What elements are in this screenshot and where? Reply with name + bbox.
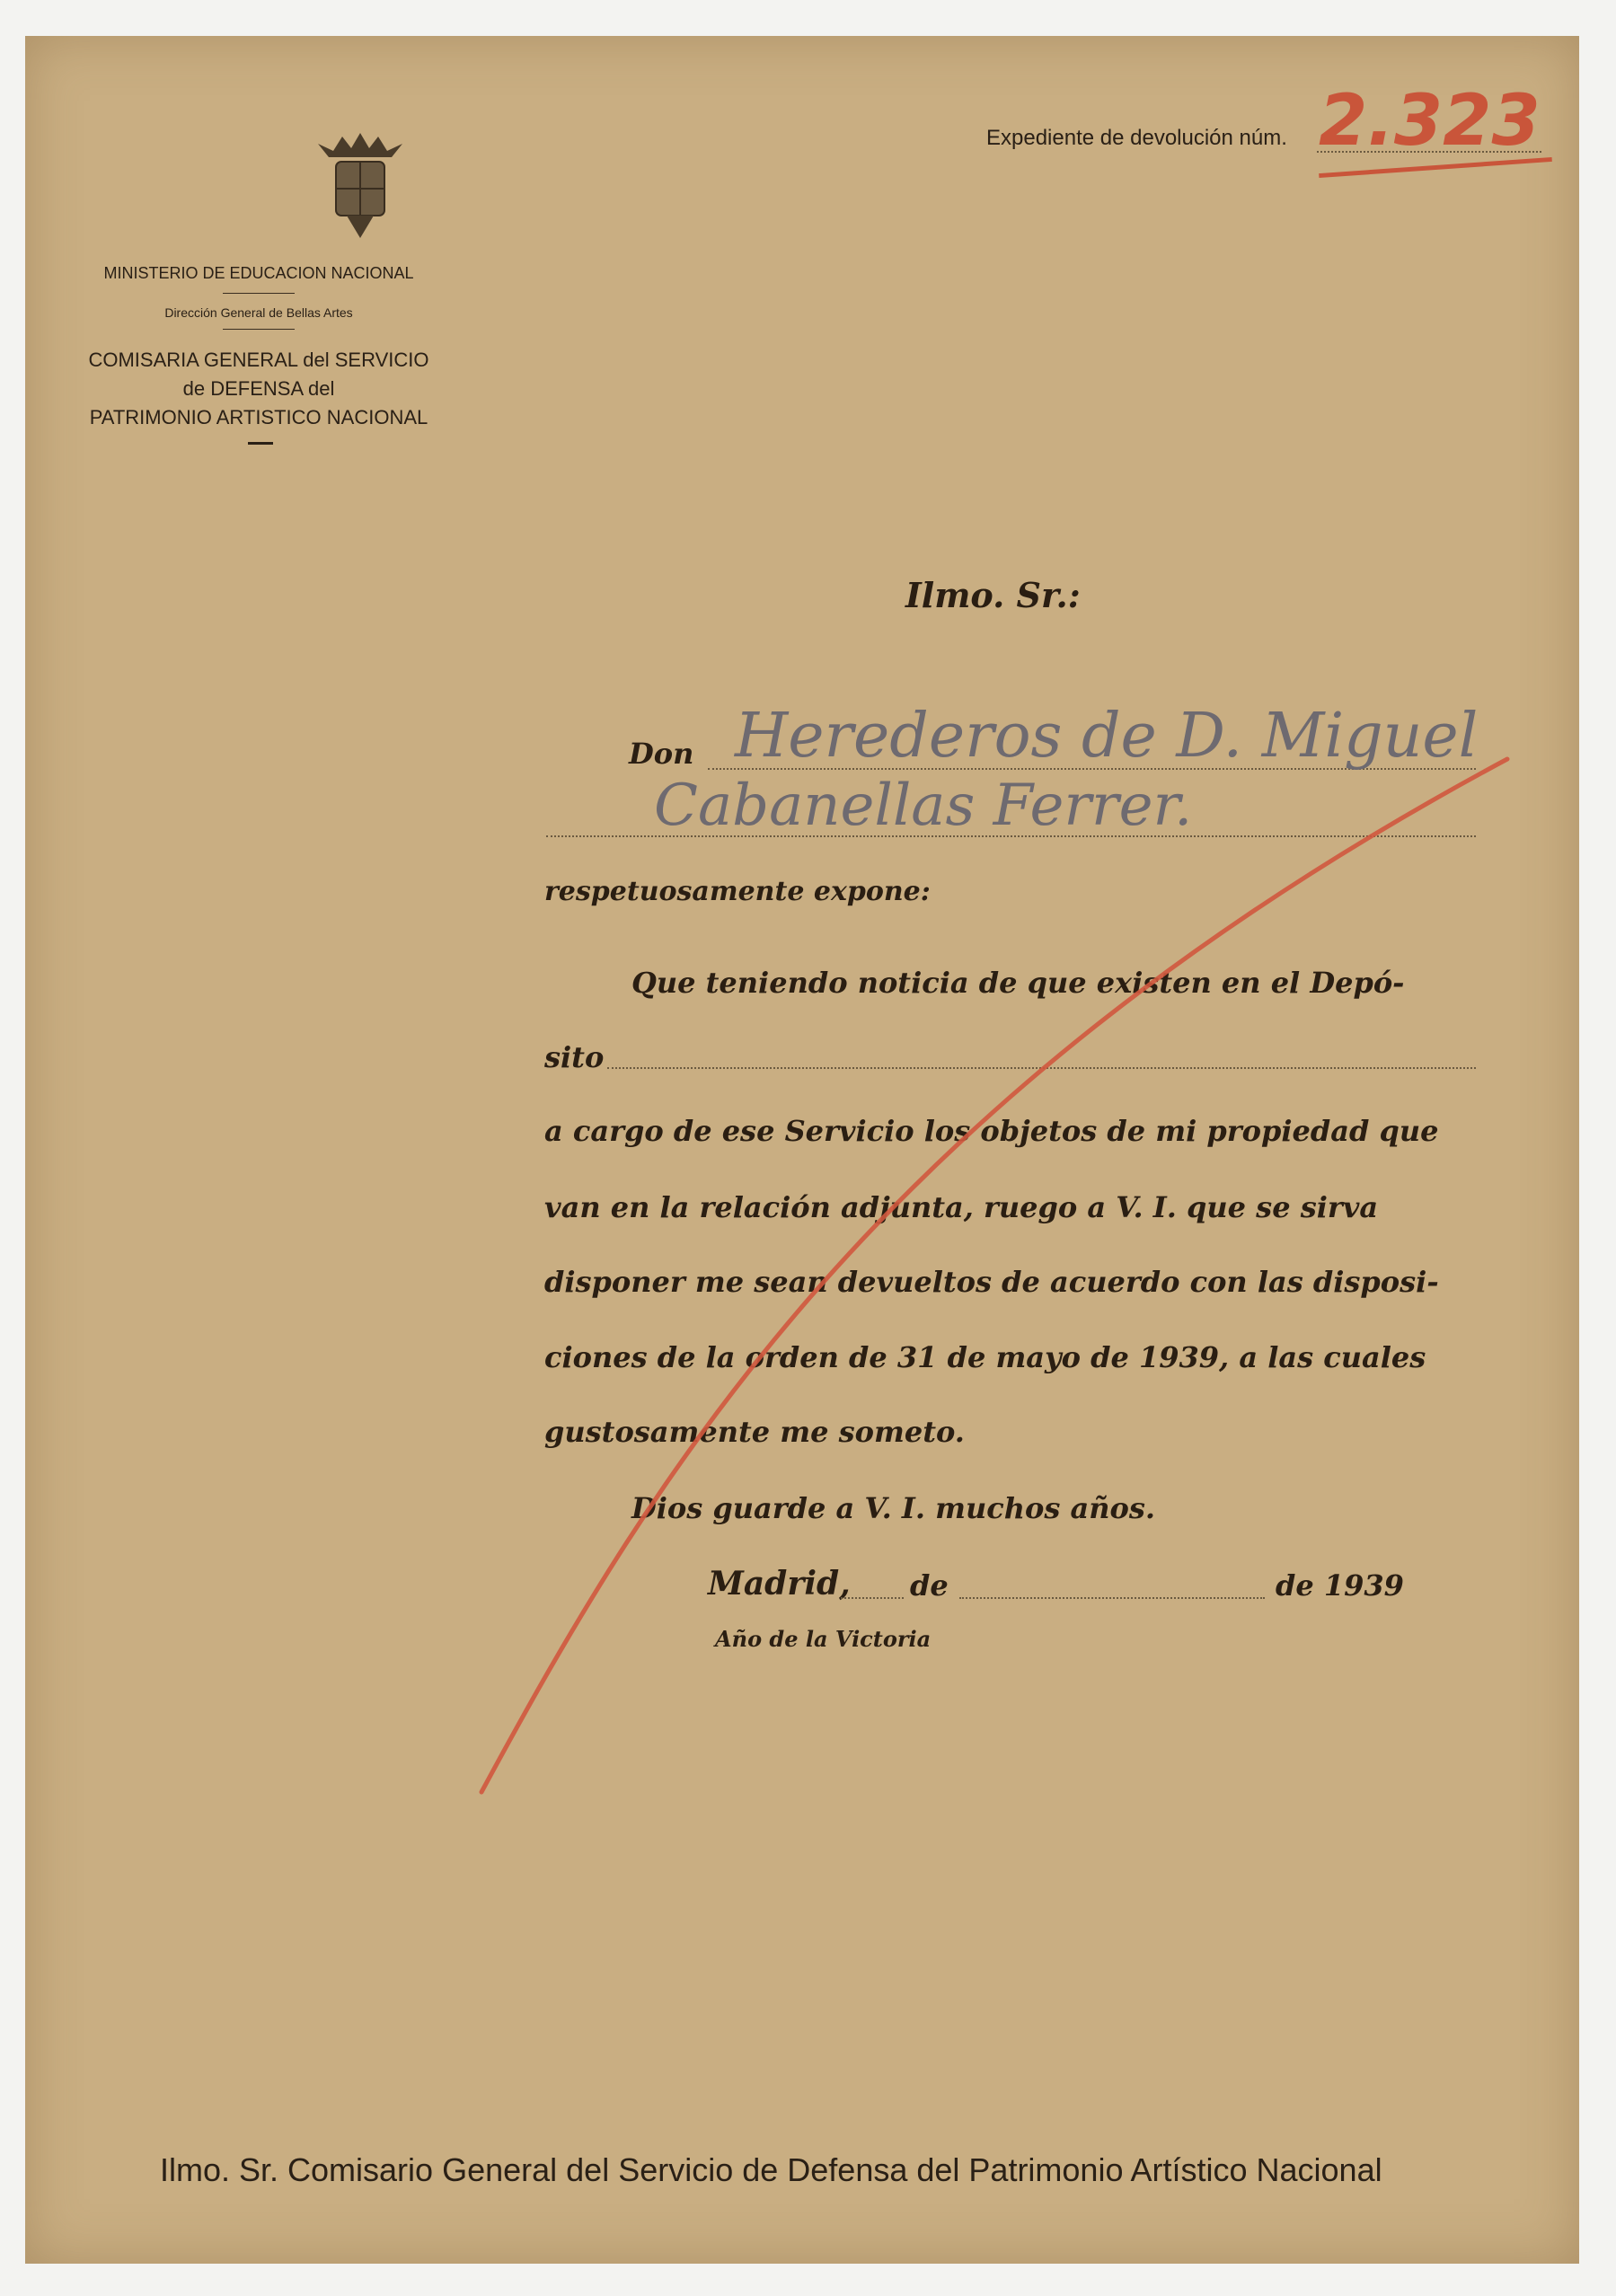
document-sheet	[25, 36, 1579, 2264]
red-pencil-strike	[25, 36, 1579, 2264]
body-line-6: ciones de la orden de 31 de mayo de 1939, a las cuales	[544, 1340, 1426, 1374]
expediente-number: 2.323	[1319, 81, 1541, 162]
body-line-4: van en la relación adjunta, ruego a V. I. que se sirva	[544, 1190, 1379, 1224]
commission-line2: de DEFENSA del	[182, 377, 335, 400]
body-line-7: gustosamente me someto.	[544, 1415, 965, 1449]
date-city: Madrid,	[708, 1565, 851, 1603]
closing-text: Dios guarde a V. I. muchos años.	[631, 1491, 1156, 1525]
body-line-1: Que teniendo noticia de que existen en el Depó-	[631, 966, 1405, 1000]
date-year: de 1939	[1276, 1568, 1404, 1603]
handwritten-name-line1: Herederos de D. Miguel	[735, 701, 1479, 772]
direction-name: Dirección General de Bellas Artes	[164, 305, 353, 320]
commission-line1: COMISARIA GENERAL del SERVICIO	[88, 349, 429, 371]
expone-text: respetuosamente expone:	[544, 876, 931, 907]
commission-line3: PATRIMONIO ARTISTICO NACIONAL	[89, 406, 428, 428]
ministry-name: MINISTERIO DE EDUCACION NACIONAL	[103, 264, 414, 282]
footer-addressee: Ilmo. Sr. Comisario General del Servicio de Defensa del Patrimonio Artístico Nacional	[160, 2151, 1382, 2188]
body-line-3: a cargo de ese Servicio los objetos de mi propiedad que	[544, 1114, 1439, 1148]
era-text: Año de la Victoria	[715, 1626, 932, 1652]
expediente-label: Expediente de devolución núm.	[986, 126, 1287, 150]
salutation: Ilmo. Sr.:	[905, 575, 1081, 615]
body-line-5: disponer me sean devueltos de acuerdo con las disposi-	[544, 1265, 1439, 1299]
handwritten-name-line2: Cabanellas Ferrer.	[654, 773, 1193, 839]
date-de: de	[910, 1568, 949, 1603]
don-label: Don	[629, 737, 694, 771]
body-line-2: sito	[544, 1040, 605, 1074]
